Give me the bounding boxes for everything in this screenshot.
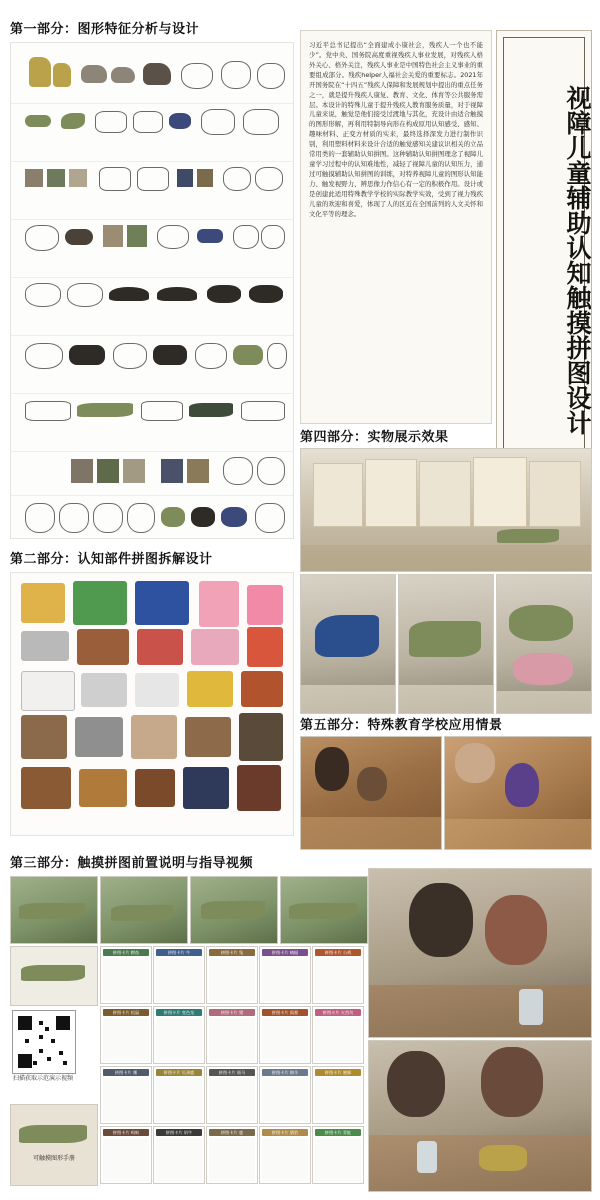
qr-caption: 扫描获取示范演示视频 [12,1076,73,1082]
photo-booklet-title-page [10,1104,98,1186]
card-item[interactable] [312,1126,364,1184]
photo-part4-frog-pig [496,574,592,714]
card-label: 拼图卡片 蜜蜂 [324,1070,352,1075]
booklet-label: 可触摸图形手册 [32,1156,75,1162]
card-label: 拼图卡片 蜻蜓 [271,950,299,955]
card-label: 拼图卡片 蚂蚁 [112,1130,140,1135]
section-title-part4: 第四部分：实物展示效果 [300,429,449,444]
card-item[interactable] [100,946,152,1004]
photo-part5-student-touch [444,736,592,850]
card-label: 拼图卡片 狐狸 [271,1010,299,1015]
card-item[interactable] [312,946,364,1004]
card-label: 拼图卡片 鳄鱼 [112,950,140,955]
section-title-part3: 第三部分：触摸拼图前置说明与指导视频 [10,855,254,870]
card-label: 拼图卡片 斑马 [218,1070,246,1075]
card-label: 拼图卡片 猪 [220,1010,244,1015]
photo-part5-classroom-practice [368,868,592,1038]
qr-code[interactable] [12,1010,76,1074]
photo-part5-group-activity [368,1040,592,1192]
card-label: 拼图卡片 兔 [220,950,244,955]
page-title: 视障儿童辅助认知触摸拼图设计 [563,85,592,435]
card-label: 拼图卡片 青蛙 [324,1130,352,1135]
card-grid [100,946,362,1188]
part2-puzzle-parts-sheet [10,572,294,836]
card-label: 拼图卡片 猎豹 [271,1130,299,1135]
card-label: 拼图卡片 鹰 [114,1070,138,1075]
card-item[interactable] [206,1126,258,1184]
tutorial-step-1 [10,876,98,944]
card-label: 拼图卡片 绵羊 [271,1070,299,1075]
card-label: 拼图卡片 鹿 [220,1130,244,1135]
card-label: 拼图卡片 奶牛 [165,1130,193,1135]
card-item[interactable] [312,1066,364,1124]
card-item[interactable] [153,1066,205,1124]
card-item[interactable] [206,946,258,1004]
card-item[interactable] [153,1126,205,1184]
project-description-text: 习近平总书记提出“全面建成小康社会，残疾人一个也不能少”。党中央、国务院高度重视残疾人事业发展，对残疾人格外关心、格外关注，残疾人事业是中国特色社会主义事业的重要组成部分。残疾helper人福社会关爱的重要标志。2021年开国务院在“十四五”残疾人保障和发展规划中提出的重点任务之一，就是提升残疾人康复、教育、文化、体育等公共服务需层。本设计的特殊儿童于提升残疾人教育服务质量，对于视障儿童来说，触觉是他们接受过渡地与其化，充设计由适合触摸的图形形解，再利用特制导向形在构成原用认知感受、感知、趣味材料、正变方材质的实来，最终选择深发力进行制作识别，利用塑料材料来设计合适的触觉感知关建议识相关的立品常用类的一套辅助认知拼图。这种辅助认知拼图理念了视障儿童学习过程中的认知难地性，减轻了视障儿童的认知压力，通过可触摸辅助认知拼图的训练，对特养视障儿童的图形认知能力、触发视野力、辨思像力作信心有一定的积极作用。设计或是创建此适用特殊教学学校的实际教学实效，受到了视力残疾儿童的欢迎和喜爱，体现了人的区近在全国前列的人文关怀和文化平等的理念。 [309,41,483,218]
card-item[interactable] [206,1066,258,1124]
card-label: 拼图卡片 火烈鸟 [322,1010,354,1015]
card-item[interactable] [259,1066,311,1124]
section-title-part5: 第五部分：特殊教育学校应用情景 [300,717,503,732]
card-item[interactable] [312,1006,364,1064]
tutorial-step-3 [190,876,278,944]
card-label: 拼图卡片 公鸡 [324,950,352,955]
card-item[interactable] [100,1126,152,1184]
card-item[interactable] [100,1066,152,1124]
card-item[interactable] [153,946,205,1004]
photo-part4-chameleon [300,574,396,714]
card-label: 拼图卡片 松鼠 [112,1010,140,1015]
photo-booklet-cover [10,946,98,1006]
photo-part5-teacher-guidance [300,736,442,850]
card-label: 拼图卡片 变色龙 [163,1010,195,1015]
project-description-panel [300,30,492,424]
card-label: 拼图卡片 长颈鹿 [163,1070,195,1075]
card-label: 拼图卡片 牛 [167,950,191,955]
card-item[interactable] [100,1006,152,1064]
card-item[interactable] [259,1006,311,1064]
tutorial-step-2 [100,876,188,944]
card-item[interactable] [206,1006,258,1064]
card-item[interactable] [153,1006,205,1064]
section-title-part1: 第一部分：图形特征分析与设计 [10,21,200,36]
tutorial-step-4 [280,876,368,944]
photo-part4-dinosaur [398,574,494,714]
card-item[interactable] [259,946,311,1004]
section-title-part2: 第二部分：认知部件拼图拆解设计 [10,551,213,566]
photo-part4-display-shelf [300,448,592,572]
card-item[interactable] [259,1126,311,1184]
part1-figure-sheet [10,42,294,539]
